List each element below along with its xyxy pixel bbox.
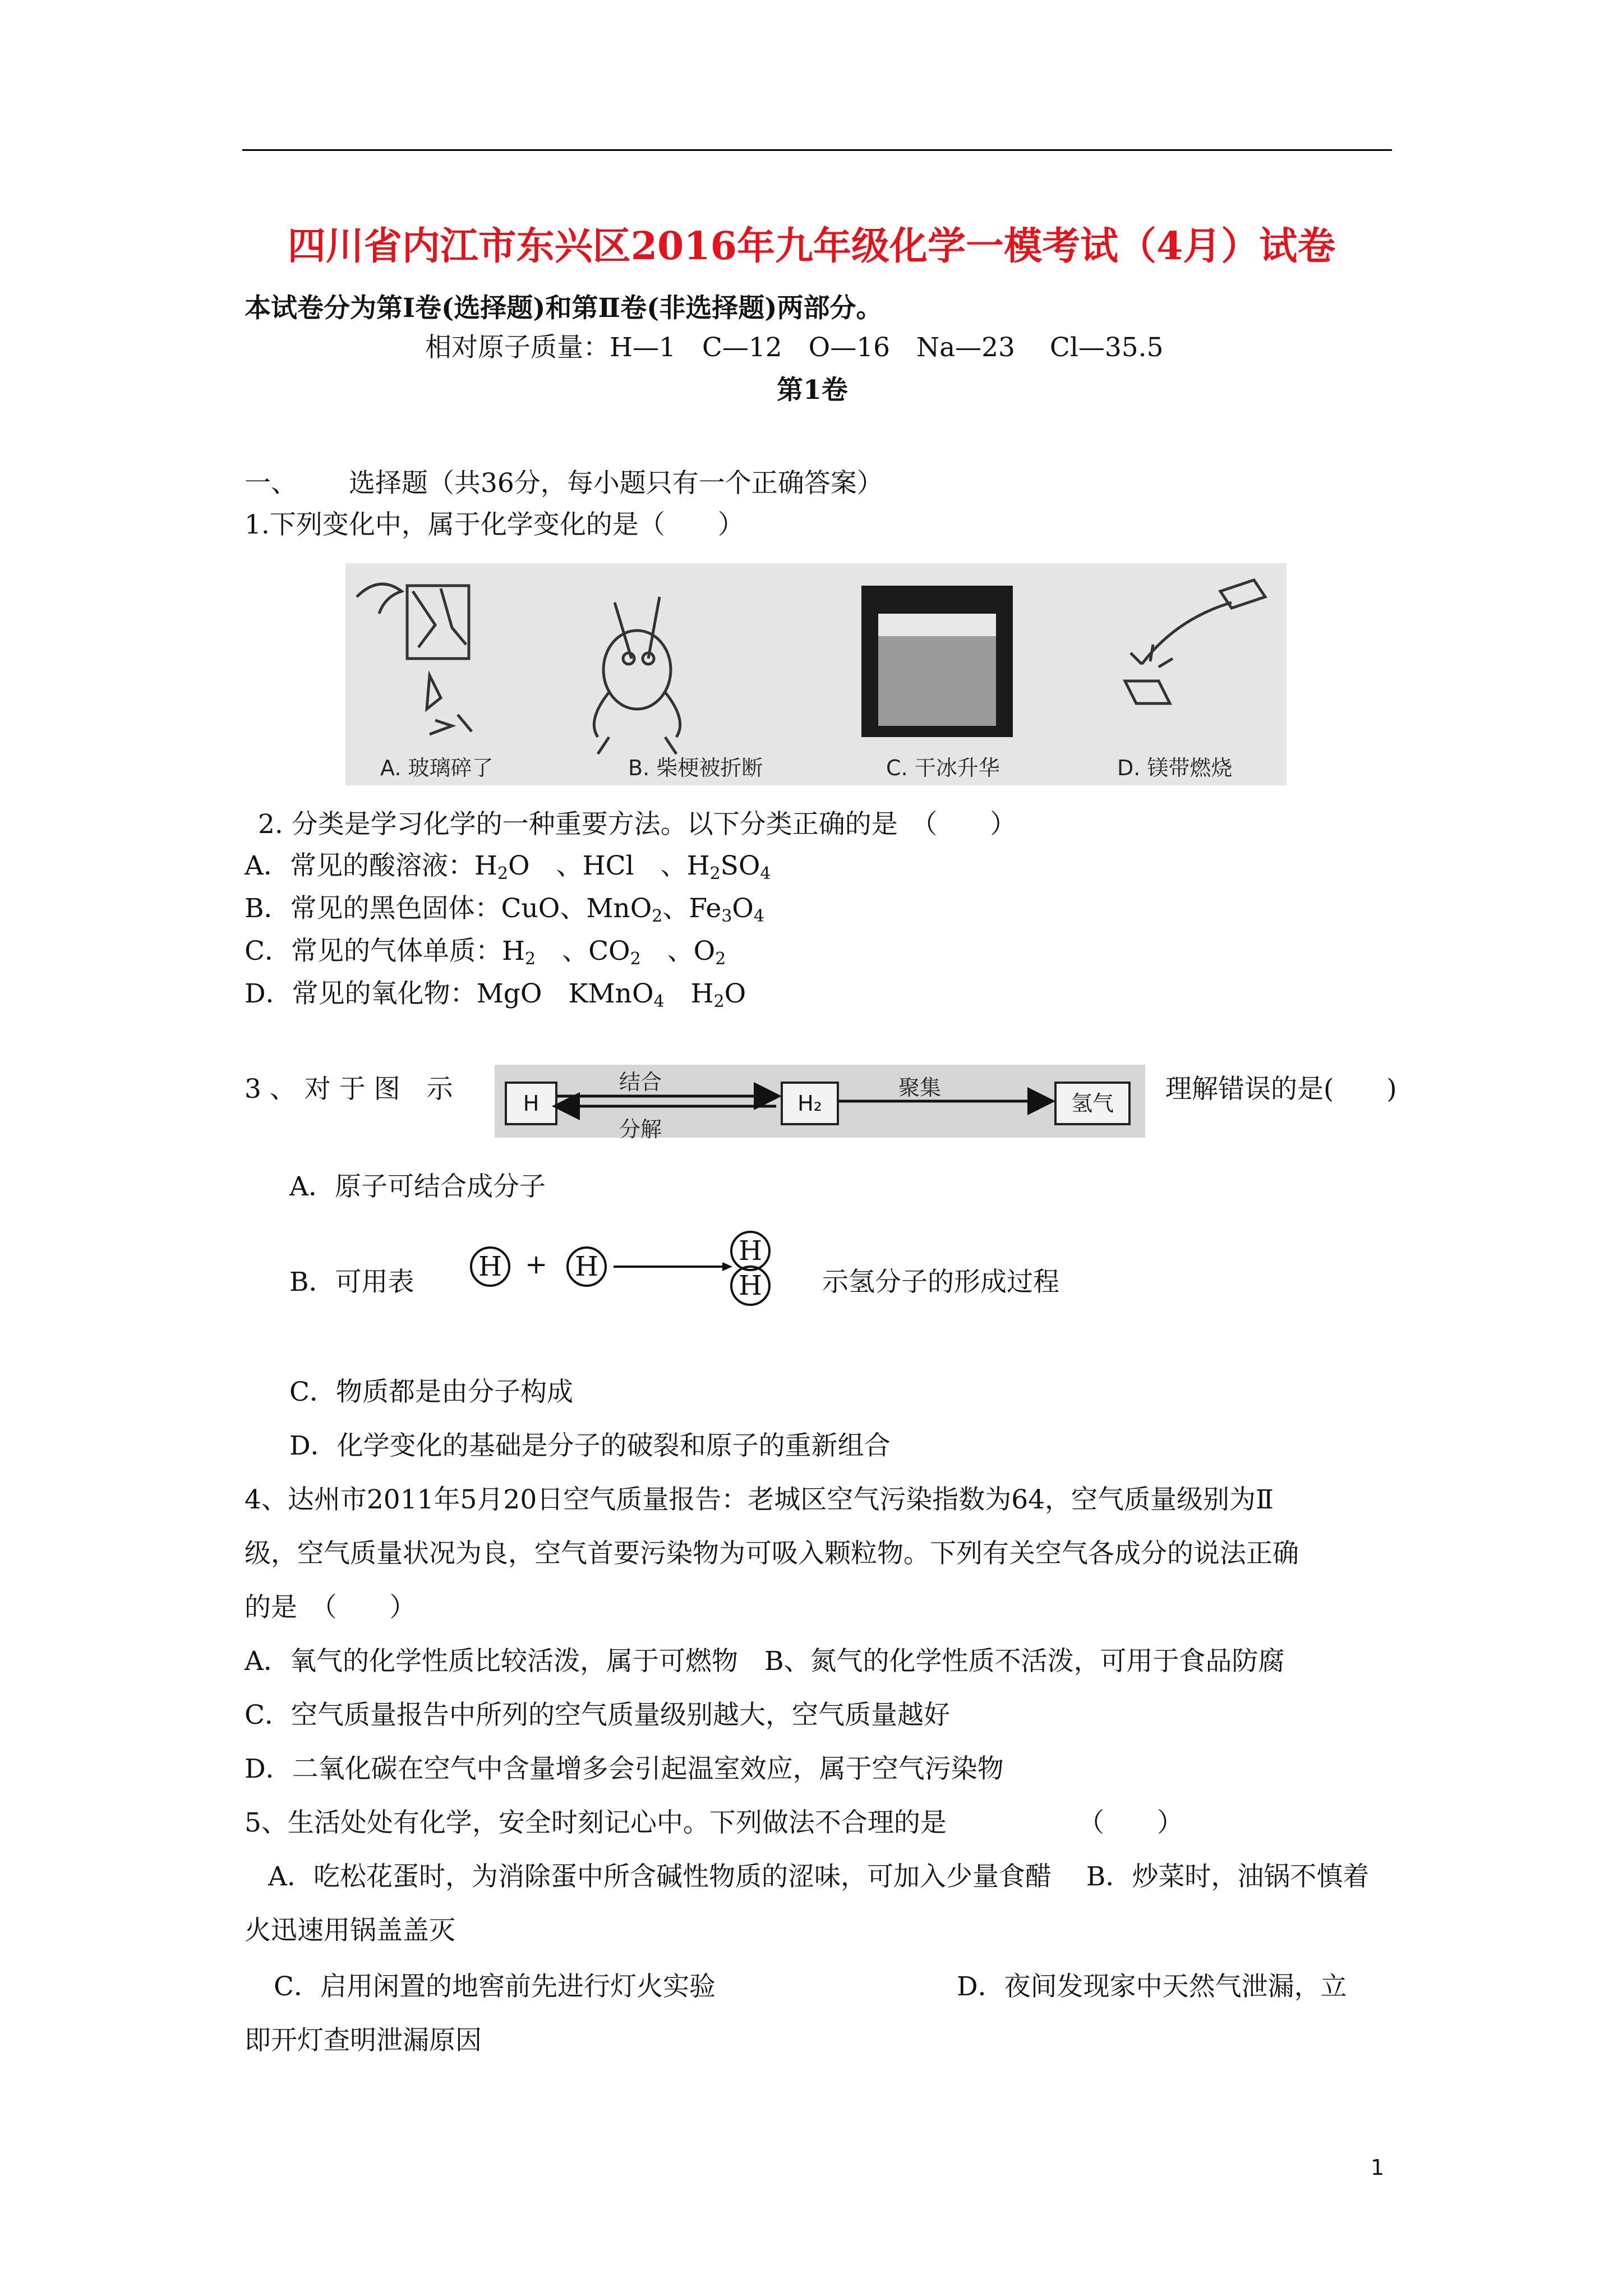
q3-box-hydrogen: 氢气 xyxy=(1054,1082,1131,1125)
q1-option-a: A. 玻璃碎了 xyxy=(380,756,494,780)
atom-h-right: H xyxy=(575,1251,598,1282)
q1-figure xyxy=(345,563,1287,785)
q2-option-c: C．常见的气体单质：$H_2$ 、$CO_2$ 、$O_2$ xyxy=(245,936,726,969)
q4-stem-line-2: 级，空气质量状况为良，空气首要污染物为可吸入颗粒物。下列有关空气各成分的说法正确 xyxy=(245,1538,1299,1569)
q5-option-c: C．启用闲置的地窖前先进行灯火实验 xyxy=(274,1971,716,2002)
part-heading: 第1卷 xyxy=(777,375,848,406)
q4-stem-line-1: 4、达州市2011年5月20日空气质量报告：老城区空气污染指数为64，空气质量级别为Ⅱ xyxy=(245,1484,1274,1515)
q3-option-a: A．原子可结合成分子 xyxy=(289,1171,546,1202)
q3-stem-start: 3 、 对 于 图 示 xyxy=(245,1074,453,1105)
q3-arrows xyxy=(495,1065,1145,1138)
q3-option-b-end: 示氢分子的形成过程 xyxy=(822,1267,1059,1297)
q4-stem-line-3: 的是 （ ） xyxy=(245,1592,416,1623)
q3-molecule-diagram xyxy=(469,1227,803,1317)
q1-option-c: C. 干冰升华 xyxy=(886,756,1000,780)
q4-option-d: D．二氧化碳在空气中含量增多会引起温室效应，属于空气污染物 xyxy=(245,1754,1004,1784)
q1-stem: 1.下列变化中，属于化学变化的是（ ） xyxy=(245,509,744,540)
molecule-atom-bottom: H xyxy=(739,1270,762,1301)
atomic-masses: 相对原子质量：H—1 C—12 O—16 Na—23 Cl—35.5 xyxy=(425,332,1164,363)
q3-option-c: C．物质都是由分子构成 xyxy=(289,1377,573,1407)
broken-glass-illustration xyxy=(357,584,472,734)
q2-option-d: D．常见的氧化物：MgO KMnO$_4$ $H_2O$ xyxy=(245,978,746,1011)
q5-options-ab-line-2: 火迅速用锅盖盖灭 xyxy=(245,1915,455,1946)
q3-label-decompose: 分解 xyxy=(619,1117,662,1142)
q2-option-b: B．常见的黑色固体：CuO、MnO$_2$、$Fe_3O_4$ xyxy=(245,893,764,926)
q4-options-ab: A．氧气的化学性质比较活泼，属于可燃物 B、氮气的化学性质不活泼，可用于食品防腐 xyxy=(245,1646,1285,1677)
matchstick-illustration xyxy=(594,597,680,754)
section-title: 选择题（共36分，每小题只有一个正确答案） xyxy=(349,468,883,499)
q3-option-b-start: B．可用表 xyxy=(289,1267,414,1297)
magnesium-burning-illustration xyxy=(1125,580,1265,703)
q1-option-d: D. 镁带燃烧 xyxy=(1117,756,1233,780)
atom-h-left: H xyxy=(478,1251,502,1282)
q3-box-h2: H₂ xyxy=(781,1082,839,1125)
q3-label-gather: 聚集 xyxy=(898,1075,942,1100)
q3-diagram xyxy=(495,1065,1145,1142)
q5-options-ab-line-1: A．吃松花蛋时，为消除蛋中所含碱性物质的涩味，可加入少量食醋 B．炒菜时，油锅不慎着 xyxy=(268,1861,1370,1892)
paper-intro: 本试卷分为第Ⅰ卷(选择题)和第Ⅱ卷(非选择题)两部分。 xyxy=(245,293,883,324)
section-number: 一、 xyxy=(245,468,297,499)
page-number: 1 xyxy=(1371,2155,1385,2180)
header-rule xyxy=(242,149,1392,151)
q5-option-d-line-2: 即开灯查明泄漏原因 xyxy=(245,2025,482,2056)
exam-title: 四川省内江市东兴区2016年九年级化学一模考试（4月）试卷 xyxy=(287,224,1336,269)
q1-option-b: B. 柴梗被折断 xyxy=(628,756,763,780)
q5-stem: 5、生活处处有化学，安全时刻记心中。下列做法不合理的是 xyxy=(245,1807,947,1838)
q3-box-h: H xyxy=(505,1082,557,1125)
q5-stem-paren: （ ） xyxy=(1078,1807,1183,1838)
q3-stem-end: 理解错误的是( ) xyxy=(1165,1074,1397,1105)
q3-option-d: D．化学变化的基础是分子的破裂和原子的重新组合 xyxy=(289,1430,891,1461)
q5-option-d-line-1: D．夜间发现家中天然气泄漏，立 xyxy=(957,1971,1347,2002)
dry-ice-illustration xyxy=(861,586,1013,737)
plus-sign: + xyxy=(525,1249,548,1280)
q2-stem: 2. 分类是学习化学的一种重要方法。以下分类正确的是 （ ） xyxy=(258,809,1017,840)
q2-option-a: A．常见的酸溶液：$H_2O$ 、HCl 、$H_2SO_4$ xyxy=(245,850,771,884)
q3-label-combine: 结合 xyxy=(619,1070,662,1094)
molecule-atom-top: H xyxy=(739,1235,762,1267)
q4-option-c: C．空气质量报告中所列的空气质量级别越大，空气质量越好 xyxy=(245,1700,950,1731)
